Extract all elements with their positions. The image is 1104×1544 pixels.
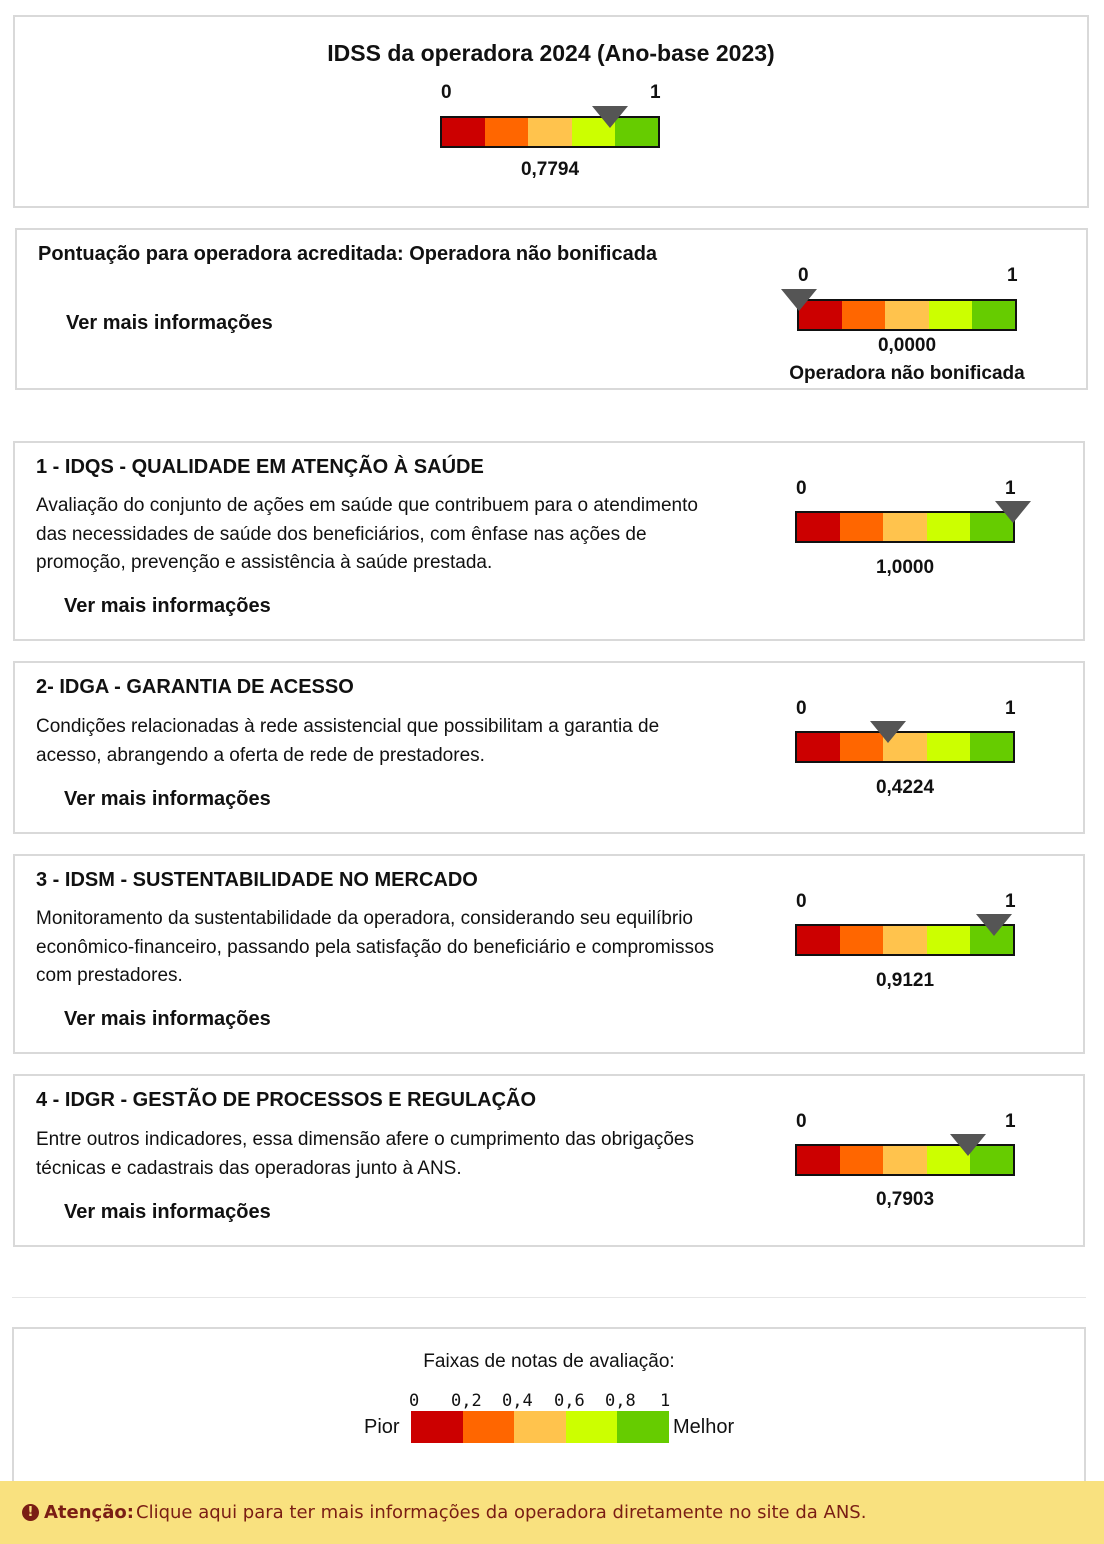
dimension-title: 1 - IDQS - QUALIDADE EM ATENÇÃO À SAÚDE (36, 456, 484, 478)
legend-segment (514, 1411, 566, 1443)
dimension-gauge-marker (995, 501, 1031, 523)
dimension-scale-min: 0 (796, 698, 807, 719)
accredited-gauge (797, 299, 1017, 331)
dimension-scale-min: 0 (796, 478, 807, 499)
legend-tick: 0,8 (605, 1391, 636, 1411)
accredited-value: 0,0000 (877, 335, 937, 356)
dimension-gauge (795, 1144, 1015, 1176)
dimension-more-link[interactable]: Ver mais informações (64, 1201, 271, 1223)
dimension-gauge (795, 731, 1015, 763)
accredited-title: Pontuação para operadora acreditada: Operadora não bonificada (38, 243, 658, 265)
accredited-gauge-marker (781, 289, 817, 311)
dimension-scale-max: 1 (1005, 478, 1016, 499)
legend-tick: 0,2 (451, 1391, 482, 1411)
dimension-description: Entre outros indicadores, essa dimensão afere o cumprimento das obrigações técnicas e cadastrais das operadoras junto à ANS. (36, 1129, 694, 1179)
idss-title: IDSS da operadora 2024 (Ano-base 2023) (327, 40, 775, 66)
accredited-scale-max: 1 (1007, 265, 1018, 286)
dimension-value: 1,0000 (875, 557, 935, 578)
accredited-scale-min: 0 (798, 265, 809, 286)
legend-tick: 0 (409, 1391, 420, 1411)
dimension-gauge-marker (976, 914, 1012, 936)
dimension-value: 0,7903 (875, 1189, 935, 1210)
dimension-title: 2- IDGA - GARANTIA DE ACESSO (36, 676, 354, 698)
alert-label: Atenção: (44, 1502, 134, 1523)
dimension-value: 0,9121 (875, 970, 935, 991)
dimension-gauge (795, 511, 1015, 543)
dimension-scale-min: 0 (796, 1111, 807, 1132)
legend-best-label: Melhor (673, 1416, 735, 1438)
alert-link[interactable]: Clique aqui para ter mais informações da operadora diretamente no site da ANS. (136, 1502, 867, 1523)
dimension-more-link[interactable]: Ver mais informações (64, 788, 271, 810)
dimension-gauge-marker (950, 1134, 986, 1156)
dimension-scale-max: 1 (1005, 891, 1016, 912)
legend-tick: 0,6 (554, 1391, 585, 1411)
dimension-more-link[interactable]: Ver mais informações (64, 1008, 271, 1030)
legend-title: Faixas de notas de avaliação: (423, 1351, 675, 1372)
dimension-title: 4 - IDGR - GESTÃO DE PROCESSOS E REGULAÇÃO (36, 1089, 537, 1111)
idss-gauge (440, 116, 660, 148)
idss-gauge-marker (592, 106, 628, 128)
alert-banner (0, 1481, 1104, 1544)
legend-tick: 1 (660, 1391, 671, 1411)
idss-scale-min: 0 (441, 82, 452, 103)
legend-worst-label: Pior (364, 1416, 400, 1438)
legend-tick: 0,4 (502, 1391, 533, 1411)
info-circle-icon: ! (22, 1504, 39, 1521)
idss-value: 0,7794 (520, 159, 580, 180)
legend-color-bar (411, 1411, 669, 1443)
legend-segment (411, 1411, 463, 1443)
idss-scale-max: 1 (650, 82, 661, 103)
dimension-description: Avaliação do conjunto de ações em saúde que contribuem para o atendimento das necessidades de saúde dos beneficiários, com ênfase nas ações de promoção, prevenção e assistência à saúde prestada. (36, 495, 698, 573)
legend-segment (463, 1411, 515, 1443)
dimension-description: Monitoramento da sustentabilidade da operadora, considerando seu equilíbrio econômico-financeiro, passando pela satisfação do beneficiário e compromissos com prestadores. (36, 908, 715, 986)
dimension-gauge-marker (870, 721, 906, 743)
dimension-value: 0,4224 (875, 777, 935, 798)
legend-segment (617, 1411, 669, 1443)
legend-segment (566, 1411, 618, 1443)
accredited-status: Operadora não bonificada (789, 363, 1025, 384)
dimension-description: Condições relacionadas à rede assistencial que possibilitam a garantia de acesso, abrangendo a oferta de rede de prestadores. (36, 716, 660, 766)
accredited-more-link[interactable]: Ver mais informações (66, 312, 273, 334)
dimension-scale-min: 0 (796, 891, 807, 912)
dimension-scale-max: 1 (1005, 698, 1016, 719)
dimension-more-link[interactable]: Ver mais informações (64, 595, 271, 617)
dimension-title: 3 - IDSM - SUSTENTABILIDADE NO MERCADO (36, 869, 478, 891)
dimension-gauge (795, 924, 1015, 956)
dimension-scale-max: 1 (1005, 1111, 1016, 1132)
separator (12, 1297, 1086, 1298)
